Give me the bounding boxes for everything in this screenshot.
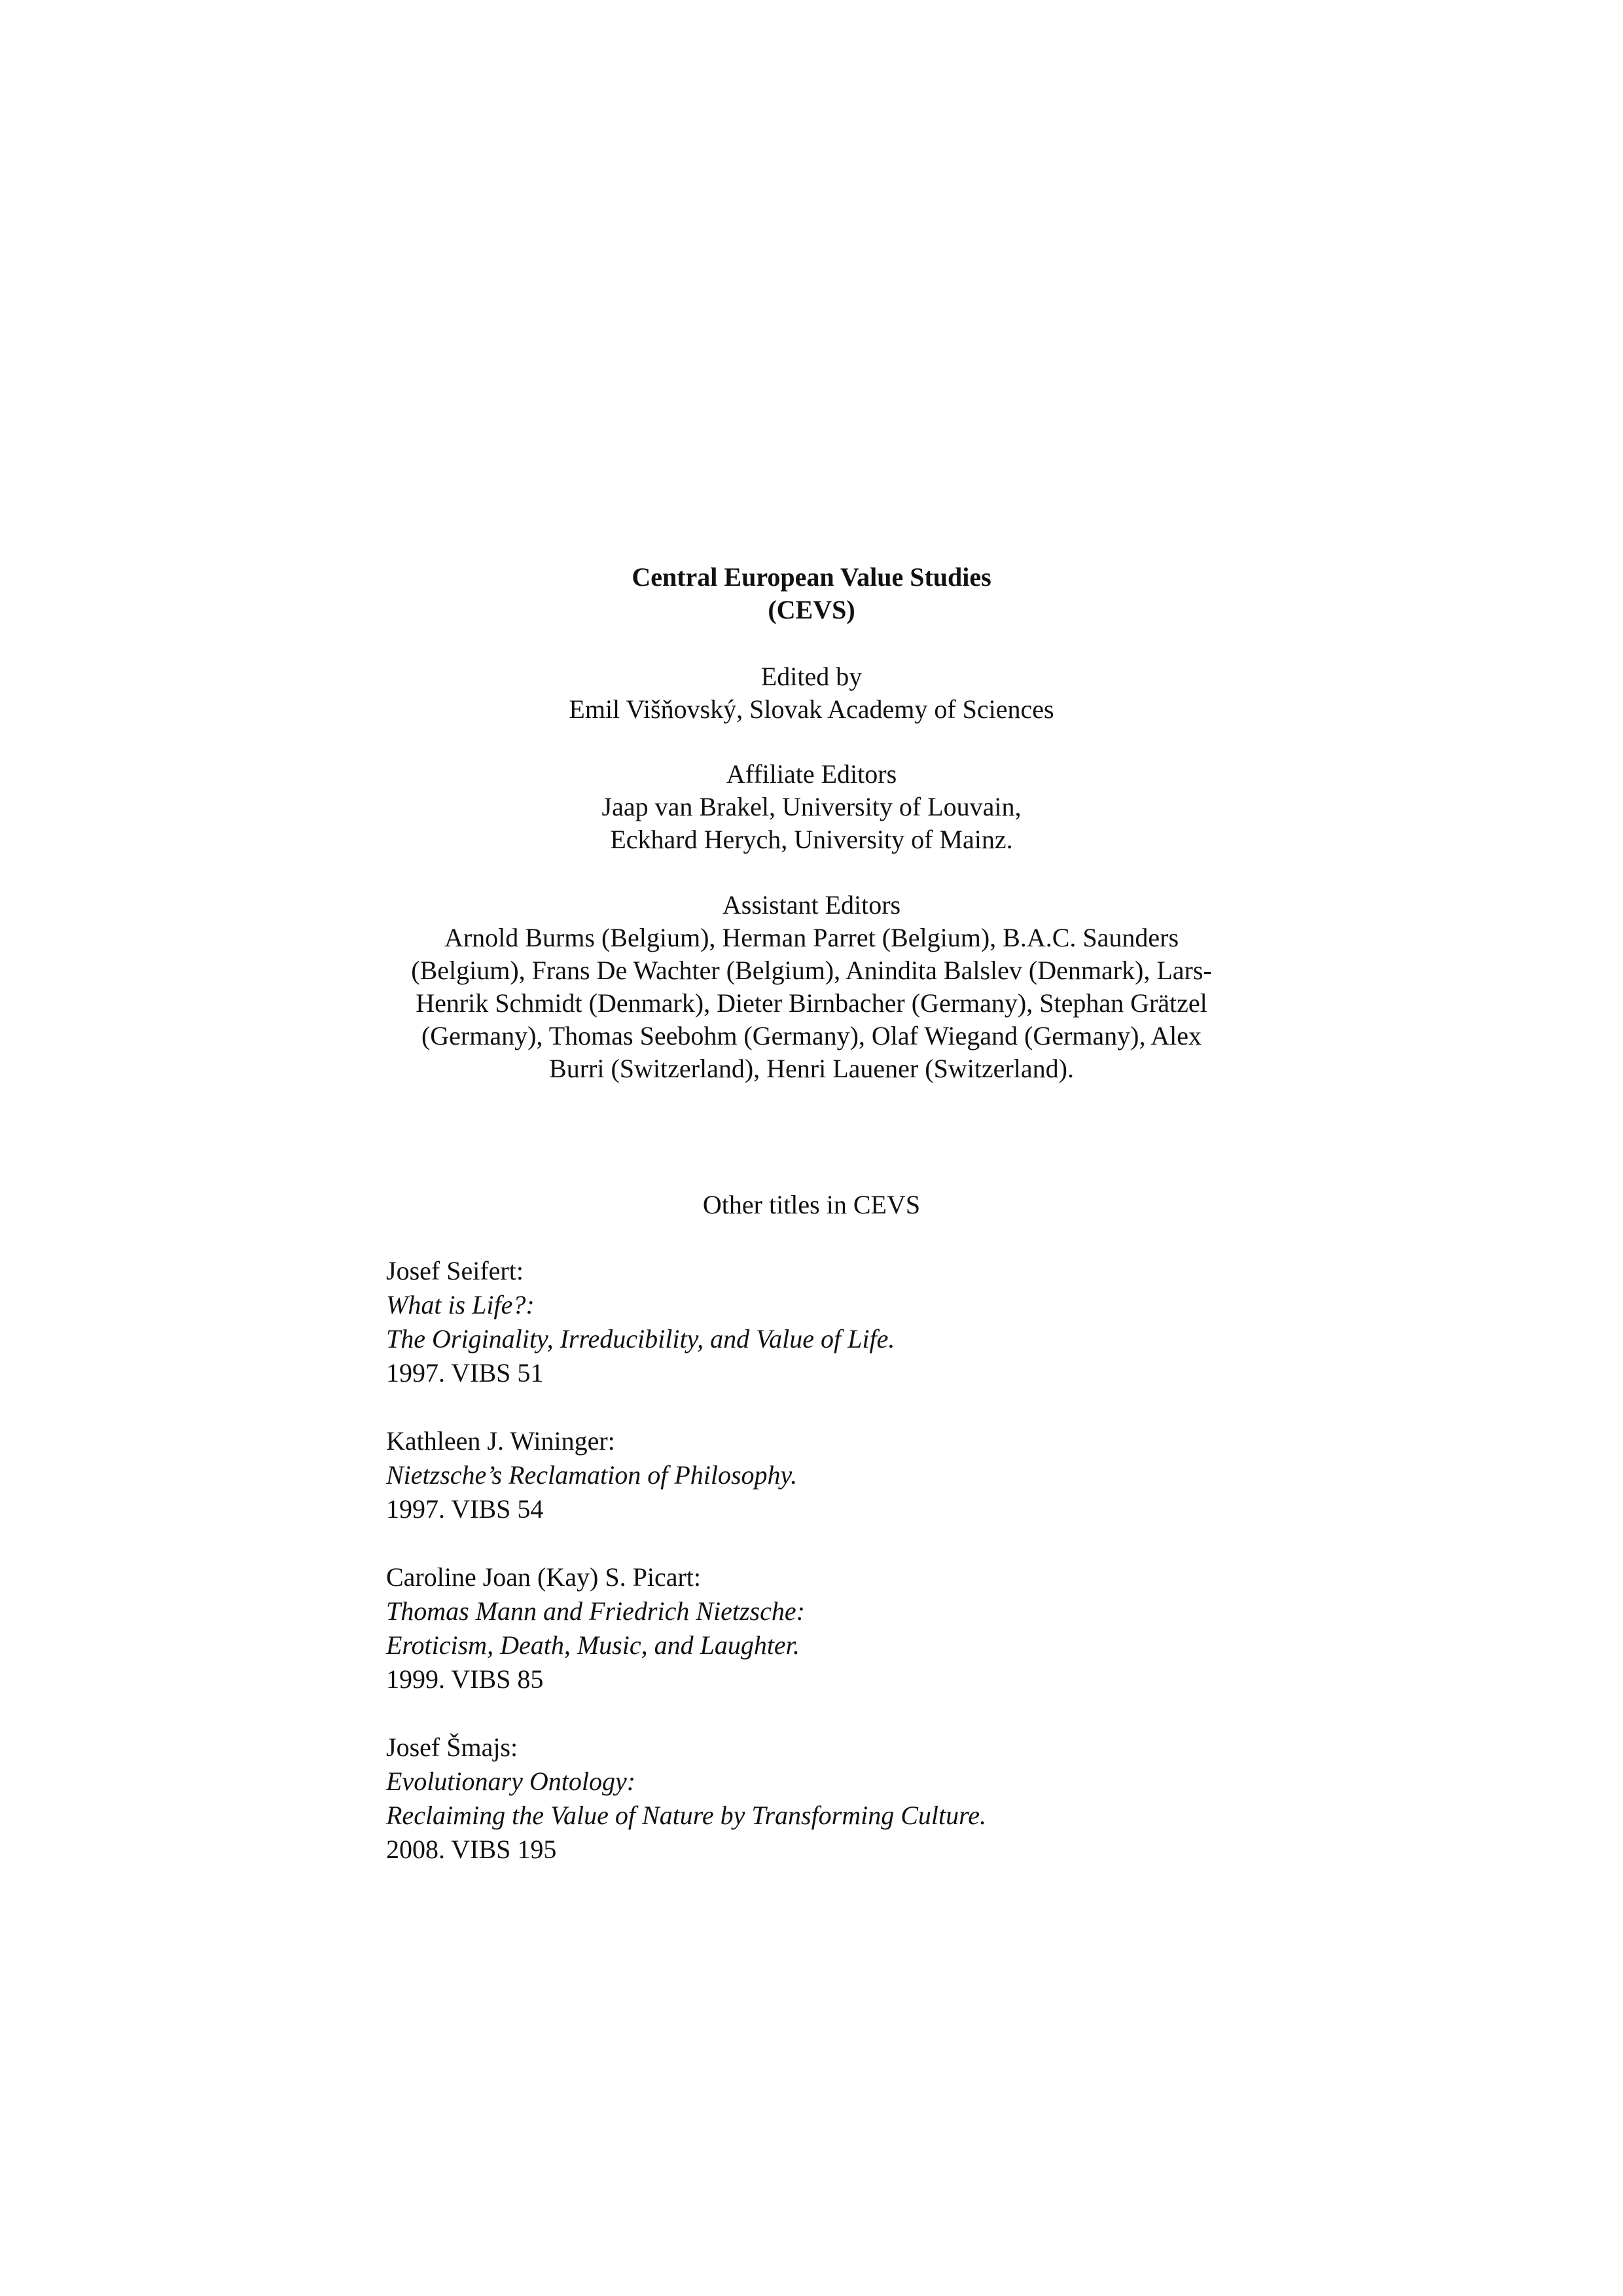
- entry-author: Josef Šmajs:: [386, 1732, 518, 1762]
- series-title: Central European Value Studies: [632, 562, 991, 592]
- other-titles-heading: Other titles in CEVS: [702, 1190, 921, 1219]
- series-heading: [353, 561, 1270, 626]
- entry-publication-info: 2008. VIBS 195: [386, 1835, 557, 1864]
- title-entry: [386, 1254, 1302, 1390]
- affiliate-editors-label: Affiliate Editors: [726, 759, 897, 789]
- assistant-editors-line: Burri (Switzerland), Henri Lauener (Switzerland).: [549, 1054, 1074, 1083]
- entry-title-line: The Originality, Irreducibility, and Value of Life.: [386, 1324, 895, 1354]
- editor-block: [353, 660, 1270, 726]
- entry-publication-info: 1997. VIBS 54: [386, 1494, 544, 1524]
- assistant-editors-line: Arnold Burms (Belgium), Herman Parret (Belgium), B.A.C. Saunders: [444, 923, 1179, 952]
- assistant-editors-block: [353, 889, 1270, 1085]
- assistant-editors-label: Assistant Editors: [722, 890, 901, 920]
- editor-label: Edited by: [760, 662, 863, 691]
- entry-title-line: Reclaiming the Value of Nature by Transforming Culture.: [386, 1801, 986, 1830]
- assistant-editors-line: Henrik Schmidt (Denmark), Dieter Birnbacher (Germany), Stephan Grätzel: [416, 988, 1207, 1018]
- other-titles-list: [386, 1254, 1302, 1901]
- title-entry: [386, 1731, 1302, 1867]
- affiliate-editor-line: Eckhard Herych, University of Mainz.: [610, 825, 1013, 854]
- entry-title-line: What is Life?:: [386, 1290, 535, 1319]
- assistant-editors-line: (Belgium), Frans De Wachter (Belgium), Anindita Balslev (Denmark), Lars-: [411, 956, 1212, 985]
- affiliate-editors-block: [353, 758, 1270, 856]
- editor-name: Emil Višňovský, Slovak Academy of Sciences: [569, 694, 1054, 724]
- series-abbreviation: (CEVS): [768, 595, 855, 624]
- entry-author: Josef Seifert:: [386, 1256, 524, 1285]
- entry-title-line: Nietzsche’s Reclamation of Philosophy.: [386, 1460, 798, 1490]
- assistant-editors-names: [393, 922, 1230, 1085]
- entry-author: Caroline Joan (Kay) S. Picart:: [386, 1562, 701, 1592]
- title-entry: [386, 1560, 1302, 1696]
- entry-title-line: Thomas Mann and Friedrich Nietzsche:: [386, 1596, 805, 1626]
- title-entry: [386, 1424, 1302, 1526]
- assistant-editors-line: (Germany), Thomas Seebohm (Germany), Olaf Wiegand (Germany), Alex: [421, 1021, 1202, 1050]
- entry-title-line: Eroticism, Death, Music, and Laughter.: [386, 1630, 800, 1660]
- affiliate-editor-line: Jaap van Brakel, University of Louvain,: [601, 792, 1022, 821]
- entry-publication-info: 1999. VIBS 85: [386, 1664, 544, 1694]
- entry-author: Kathleen J. Wininger:: [386, 1426, 615, 1456]
- entry-publication-info: 1997. VIBS 51: [386, 1358, 544, 1388]
- entry-title-line: Evolutionary Ontology:: [386, 1767, 636, 1796]
